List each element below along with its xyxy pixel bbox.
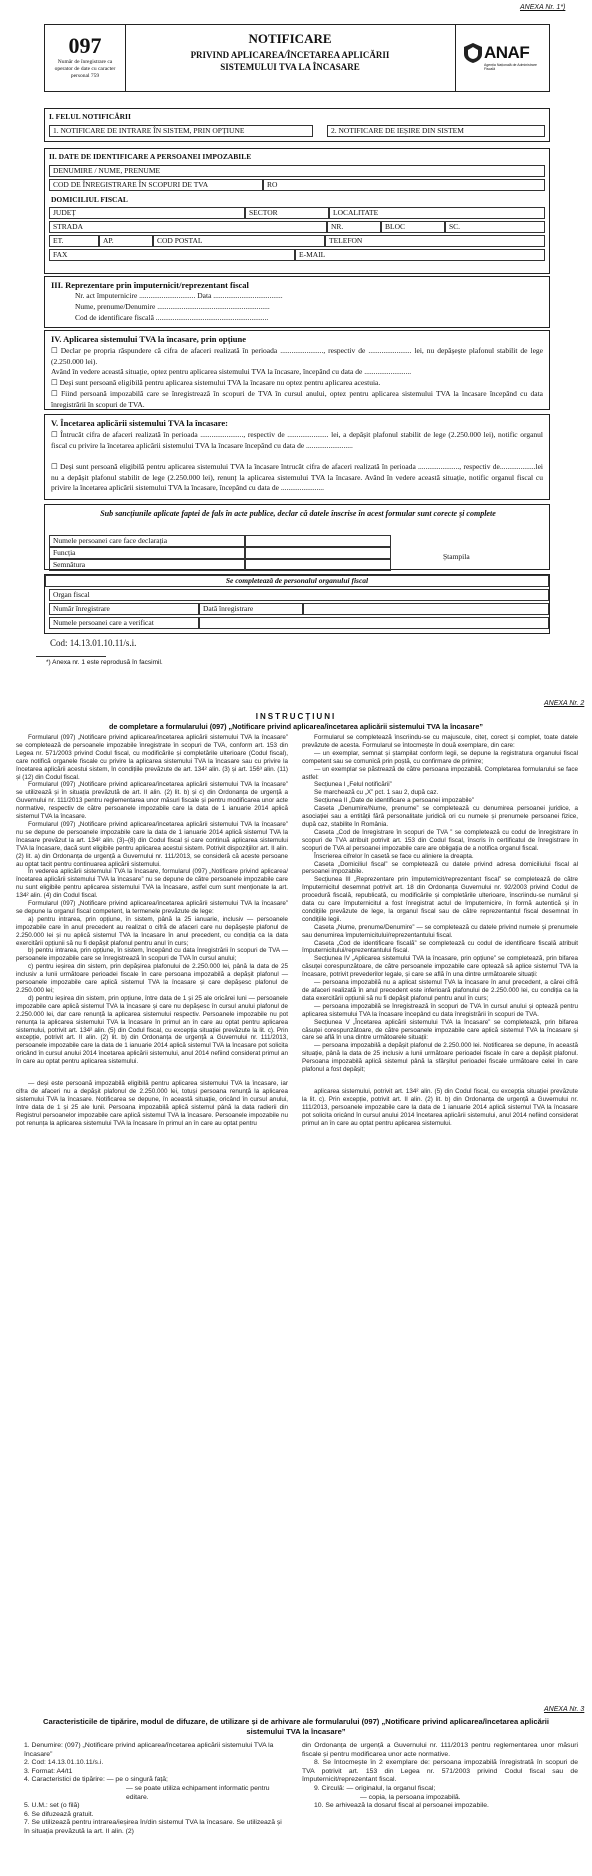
staircase-field[interactable]: SC. <box>445 221 545 233</box>
email-field[interactable]: E-MAIL <box>295 249 545 261</box>
fax-field[interactable]: FAX <box>49 249 295 261</box>
declarant-name-label: Numele persoanei care face declarația <box>49 535 245 547</box>
section-5-title: V. Încetarea aplicării sistemului TVA la încasare: <box>51 418 229 428</box>
signature-label: Semnătura <box>49 559 245 571</box>
instruction-paragraph: Secțiunea II „Date de identificare a persoanei impozabile” <box>314 797 474 805</box>
instruction-paragraph: Formularul (097) „Notificare privind aplicarea/încetarea aplicării sistemului TVA la încasare” se utilizează și în situația prevăzută de art. II alin. (2) lit. b) și c) din Ordonanța de urgență a Guvernului nr. 111/2013 pentru reglementarea unor măsuri fiscale și pentru modificarea unor acte normative, respectiv de către persoanele impozabile care la data de 1 ianuarie 2014 aplică sistemul TVA la încasare. <box>16 781 288 821</box>
declarant-name-field[interactable] <box>245 535 391 547</box>
false-statement-warning: Sub sancțiunile aplicate faptei de fals în acte publice, declar că datele înscrise în acest formular sunt corecte și complete <box>100 509 496 518</box>
form-code-line: Cod: 14.13.01.10.11/s.i. <box>50 638 137 648</box>
section-1-title: I. FELUL NOTIFICĂRII <box>49 112 131 121</box>
anaf-logo-text: ANAF <box>484 43 530 62</box>
instruction-paragraph: Caseta „Domiciliul fiscal” se completează cu datele privind adresa domiciliului fiscal al persoanei impozabile. <box>302 860 578 876</box>
instruction-paragraph: Secțiunea IV „Aplicarea sistemului TVA la încasare, prin opțiune” se completează, prin bifarea căsuței corespunzătoare, de către persoanele impozabile care optează să aplice sistemul TVA la încasare, potrivit prevederilor legale, și care se află în una dintre următoarele situații: <box>302 955 578 979</box>
section-3 <box>44 276 550 328</box>
opt-in-declaration[interactable]: ☐ Declar pe propria răspundere că cifra de afaceri realizată în perioada ......................., respectiv de ....................... lei, nu depășește plafonul stabilit de lege (2.250.000 lei). <box>51 346 543 366</box>
apartment-field[interactable]: AP. <box>99 235 153 247</box>
verifier-name-label: Numele persoanei care a verificat <box>49 617 199 629</box>
anaf-shield-icon <box>464 43 482 63</box>
instruction-paragraph: Caseta „Cod de identificare fiscală” se completează cu codul de identificare fiscală atribuit împuternicitului/reprezentantului fiscal. <box>302 939 578 955</box>
spec-item: 8. Se întocmește în 2 exemplare de: persoana impozabilă înregistrată în scopuri de TVA potrivit art. 153 din Legea nr. 571/2003 privind Codul fiscal sau de împuternicit/reprezentant fiscal. <box>302 1759 578 1784</box>
form-code: 097 <box>68 33 102 58</box>
block-field[interactable]: BLOC <box>381 221 445 233</box>
annex3-left-column <box>16 1742 288 1837</box>
registration-date-label: Dată înregistrare <box>199 603 303 615</box>
form-subtitle-2: SISTEMULUI TVA LA ÎNCASARE <box>220 62 360 72</box>
annex3-right-column <box>302 1742 578 1811</box>
instruction-paragraph: — un exemplar se păstrează de către persoana impozabilă. Completarea formularului se face astfel: <box>302 765 578 781</box>
new-registrant-checkbox[interactable]: ☐ Fiind persoană impozabilă care se înregistrează în scopuri de TVA în cursul anului, optez pentru aplicarea sistemului TVA la încasare începând cu data înregistrării în scopuri de TVA. <box>51 389 543 409</box>
annex1-tag: ANEXA Nr. 1*) <box>520 4 566 11</box>
signature-block <box>44 504 550 570</box>
form-code-box <box>45 25 126 91</box>
locality-field[interactable]: LOCALITATE <box>329 207 545 219</box>
name-field[interactable]: DENUMIRE / NUME, PRENUME <box>49 165 545 177</box>
form-code-note: Număr de înregistrare ca operator de date cu caracter personal 759 <box>54 59 116 79</box>
spec-item: 1. Denumire: (097) „Notificare privind aplicarea/încetarea aplicării sistemului TVA la încasare” <box>24 1742 274 1758</box>
instruction-paragraph: — deși este persoană impozabilă eligibilă pentru aplicarea sistemului TVA la încasare, iar cifra de afaceri nu a depășit plafonul de 2.250.000 lei, totuși persoana renunță la aplicarea sistemului TVA la încasare. Notificarea se depune, în această situație, oricând în cursul anului, între data de 1 și 25 ale lunii. Persoana impozabilă aplică sistemul până la data radierii din Registrul persoanelor impozabile care aplică sistemul TVA la încasare. Persoanele impozabile nu pot renunța la aplicarea sistemului TVA la încasare în primul an în care au optat pentru <box>16 1080 288 1127</box>
not-opting-checkbox[interactable]: ☐ Deși sunt persoană eligibilă pentru aplicarea sistemului TVA la încasare nu optez pentru aplicarea acestuia. <box>51 378 381 387</box>
anaf-logo-box <box>455 25 551 91</box>
section-3-title: III. Reprezentare prin împuternicit/reprezentant fiscal <box>51 280 249 290</box>
form-title: NOTIFICARE <box>248 31 332 46</box>
annex2-subtitle: de completare a formularului (097) „Notificare privind aplicarea/încetarea aplicării sistemului TVA la încasare” <box>109 722 483 731</box>
spec-item: din Ordonanța de urgență a Guvernului nr. 111/2013 pentru reglementarea unor măsuri fiscale și pentru modificarea unor acte normative. <box>302 1742 578 1758</box>
function-label: Funcția <box>49 547 245 559</box>
stamp-label: Ștampila <box>443 552 470 561</box>
fiscal-office-block <box>44 574 550 634</box>
spec-item: 5. U.M.: set (o filă) <box>24 1802 80 1810</box>
instruction-paragraph: c) pentru ieșirea din sistem, prin depășirea plafonului de 2.250.000 lei, până la data de 25 inclusiv a lunii următoare perioadei fiscale în care persoana impozabilă a depășit plafonul — persoanele impozabile care aplică sistemul TVA la încasare și care depășesc plafonul de 2.250.000 lei; <box>16 963 288 994</box>
section-5 <box>44 414 550 500</box>
registration-date-field[interactable] <box>303 603 549 615</box>
instruction-paragraph: d) pentru ieșirea din sistem, prin opțiune, între data de 1 și 25 ale oricărei luni — persoanele impozabile care aplică sistemul TVA la încasare și care nu depășesc în cursul anului plafonul de 2.250.000 lei, dar care renunță la aplicarea sistemului respectiv. Persoanele impozabile nu pot renunța la aplicarea sistemului TVA la încasare în primul an în care au optat pentru aplicarea sistemului, potrivit art. 134² alin. (5) din Codul fiscal, cu excepția situației prevăzute la lit. c). Prin excepție, potrivit art. II alin. (2) lit. b) din Ordonanța de urgență a Guvernului nr. 111/2013, persoanele impozabile care la data de 1 ianuarie 2014 aplică sistemul TVA la încasare pot solicita oricând în cursul anului 2014 încetarea aplicării sistemului, anul 2014 nefiind considerat primul an în care au optat pentru aplicarea sistemului. <box>16 994 288 1066</box>
fiscal-office-title: Se completează de personalul organului fiscal <box>45 575 549 587</box>
footnote-rule <box>36 656 106 657</box>
option-exit-checkbox[interactable]: 2. NOTIFICARE DE IEȘIRE DIN SISTEM <box>327 125 545 137</box>
instruction-paragraph: Secțiunea III „Reprezentare prin împuternicit/reprezentant fiscal” se completează de către împuternicitul desemnat potrivit art. 18 din Ordonanța Guvernului nr. 92/2003 privind Codul de procedură fiscală, republicată, cu modificările și completările ulterioare, înscriindu-se numărul și data cu care împuternicitul a fost înregistrat actul de împuternicire, în formă autentică și în condițiile prevăzute de lege, la organul fiscal sau de către reprezentantul fiscal desemnat în condițiile legii. <box>302 876 578 923</box>
section-2-title: II. DATE DE IDENTIFICARE A PERSOANEI IMPOZABILE <box>49 152 252 161</box>
spec-item: — se poate utiliza echipament informatic pentru editare. <box>126 1784 270 1801</box>
annex2-title: INSTRUCȚIUNI <box>255 712 337 721</box>
floor-field[interactable]: ET. <box>49 235 99 247</box>
section-2 <box>44 148 550 274</box>
renounce-checkbox[interactable]: ☐ Deși sunt persoană eligibilă pentru aplicarea sistemului TVA la încasare întrucât cifra de afaceri realizată în perioada ......................, respectiv de...................lei nu a depășit plafonul stabilit de lege (2.250.000 lei), renunț la aplicarea sistemului TVA la încasare. Având în vedere această situație, notific organul fiscal cu privire la încetarea aplicării sistemului TVA la încasare, începând cu data de ....................... <box>51 462 543 492</box>
form-header <box>44 24 550 92</box>
footnote: *) Anexa nr. 1 este reprodusă în facsimil. <box>46 659 163 666</box>
phone-field[interactable]: TELEFON <box>325 235 545 247</box>
representative-cif-line[interactable]: Cod de identificare fiscală ............................................................ <box>75 313 269 322</box>
instruction-paragraph: — persoana impozabilă se înregistrează în scopuri de TVA în cursul anului și optează pentru aplicarea sistemului TVA la încasare începând cu data înregistrării în scopuri de TVA. <box>302 1002 578 1018</box>
instruction-paragraph: Caseta „Cod de înregistrare în scopuri de TVA ” se completează cu codul de înregistrare în scopuri de TVA atribuit potrivit art. 153 din Codul fiscal, înscris în certificatul de înregistrare în scopuri de TVA al persoanei impozabile care are obligația de a notifica organul fiscal. <box>302 828 578 852</box>
instruction-paragraph: Secțiunea I „Felul notificării” <box>314 781 392 789</box>
annex3-title: Caracteristicile de tipărire, modul de difuzare, de utilizare și de arhivare ale formularului (097) „Notificare privind aplicarea/încetarea aplicării sistemului TVA la încasare” <box>42 1717 549 1736</box>
vat-code-label: COD DE ÎNREGISTRARE ÎN SCOPURI DE TVA <box>49 179 263 191</box>
spec-item: — copia, la persoana impozabilă. <box>360 1793 461 1801</box>
annex3-tag: ANEXA Nr. 3 <box>544 1706 585 1713</box>
instruction-paragraph: Se marchează cu „X” pct. 1 sau 2, după caz. <box>314 789 439 797</box>
section-4 <box>44 330 550 410</box>
spec-item: 2. Cod: 14.13.01.10.11/s.i. <box>24 1759 104 1767</box>
instruction-paragraph: — un exemplar, semnat și ștampilat conform legii, se depune la registratura organului fiscal competent sau se comunică prin poștă, cu confirmare de primire; <box>302 749 578 765</box>
representative-name-line[interactable]: Nume, prenume/Denumire ............................................................ <box>75 302 270 311</box>
annex2-right-column <box>302 734 578 1128</box>
instruction-paragraph: Formularul (097) „Notificare privind aplicarea/încetarea aplicării sistemului TVA la încasare” se depune la organul fiscal competent, la termenele prevăzute de lege: <box>16 900 288 915</box>
section-1 <box>44 108 550 142</box>
option-entry-checkbox[interactable]: 1. NOTIFICARE DE INTRARE ÎN SISTEM, PRIN OPȚIUNE <box>49 125 313 137</box>
anaf-logo-sub: Agenția Națională de Administrare Fiscală <box>484 63 537 71</box>
instruction-paragraph: a) pentru intrarea, prin opțiune, în sistem, până la 25 ianuarie, inclusiv — persoanele impozabile care în anul precedent au realizat o cifră de afaceri care nu depășește plafonul de 2.250.000 lei și nu aplică sistemul TVA la încasare în anul precedent, cu condiția ca la data exercitării opțiunii să nu fi depășit plafonul pentru anul în curs; <box>16 915 288 947</box>
vat-code-field[interactable]: RO <box>263 179 545 191</box>
annex2-left-column <box>16 734 288 1128</box>
annex2-tag: ANEXA Nr. 2 <box>544 700 585 707</box>
fiscal-organ-field[interactable]: Organ fiscal <box>49 589 549 601</box>
postal-code-field[interactable]: COD POSTAL <box>153 235 325 247</box>
instruction-paragraph: — persoana impozabilă nu a aplicat sistemul TVA la încasare în anul precedent, a cărei cifră de afaceri realizată în anul precedent este inferioară plafonului de 2.250.000 lei, cu condiția ca la data exercitării opțiunii să nu fi depășit plafonul pentru anul în curs; <box>302 979 578 1002</box>
instruction-paragraph: Caseta „Nume, prenume/Denumire” — se completează cu datele privind numele și prenumele sau denumirea împuternicitului/reprezentantului fiscal. <box>302 923 578 939</box>
fiscal-domicile-label: DOMICILIUL FISCAL <box>51 195 128 204</box>
spec-item: 3. Format: A4/t1 <box>24 1767 73 1775</box>
instruction-paragraph: aplicarea sistemului, potrivit art. 134² alin. (5) din Codul fiscal, cu excepția situației prevăzute la lit. c). Prin excepție, potrivit art. II alin. (2) lit. b) din Ordonanța de urgență a Guvernului nr. 111/2013, persoanele impozabile care la data de 1 ianuarie 2014 aplică sistemul TVA la încasare pot solicita oricând în cursul anului 2014 încetarea aplicării sistemului, anul 2014 nefiind considerat primul an în care au optat pentru aplicarea sistemului. <box>302 1087 578 1127</box>
number-field[interactable]: NR. <box>327 221 381 233</box>
instruction-paragraph: Înscrierea cifrelor în casetă se face cu aliniere la dreapta. <box>314 852 474 860</box>
instruction-paragraph: Caseta „Denumire/Nume, prenume” se completează cu denumirea persoanei juridice, a asociației sau a entității fără personalitate juridică ori cu numele și prenumele persoanei fizice, după caz, stabilite în România. <box>302 805 578 828</box>
opt-in-date-line: Având în vedere această situație, optez pentru aplicarea sistemului TVA la încasare, începând cu data de ......................... <box>51 367 412 376</box>
instruction-paragraph: Formularul (097) „Notificare privind aplicarea/încetarea aplicării sistemului TVA la încasare” nu se depune de persoanele impozabile care la data de 1 ianuarie 2014 aplică sistemul TVA la încasare prevăzut la art. 134² alin. (3)–(8) din Codul fiscal și care continuă aplicarea sistemului TVA la încasare, dacă sunt eligibile pentru aplicarea acestui sistem. Potrivit dispozițiilor art. II alin. (2) lit. a) din Ordonanța de urgență a Guvernului nr. 111/2013, se consideră că aceste persoane au optat tacit pentru continuarea aplicării sistemului. <box>16 820 288 868</box>
registration-number-field[interactable]: Număr înregistrare <box>49 603 199 615</box>
mandate-number-line[interactable]: Nr. act împuternicire .............................. Data ..................................... <box>75 291 283 300</box>
instruction-paragraph: — persoana impozabilă a depășit plafonul de 2.250.000 lei. Notificarea se depune, în această situație, până la data de 25 inclusiv a lunii următoare perioadei fiscale în care a depășit plafonul. Persoana impozabilă aplică sistemul până la sfârșitul perioadei fiscale următoare celei în care plafonul a fost depășit; <box>302 1042 578 1074</box>
spec-item: 7. Se utilizează pentru intrarea/ieșirea în/din sistemul TVA la încasare. Se utilizează și în situația prevăzută la art. II alin. (2) <box>24 1819 282 1835</box>
verifier-name-field[interactable] <box>199 617 549 629</box>
instruction-paragraph: Secțiunea V „Încetarea aplicării sistemului TVA la încasare” se completează, prin bifarea căsuței corespunzătoare, de către persoanele impozabile care aplică sistemul TVA la încasare și care se află în una dintre următoarele situații: <box>302 1018 578 1042</box>
instruction-paragraph: Formularul se completează înscriindu-se cu majuscule, citeț, corect și complet, toate datele prevăzute de acesta. Formularul se întocmește în două exemplare, din care: <box>302 734 578 749</box>
function-field[interactable] <box>245 547 391 559</box>
spec-item: 4. Caracteristici de tipărire: — pe o singură față; <box>24 1776 168 1784</box>
spec-item: 9. Circulă: — originalul, la organul fiscal; <box>314 1784 436 1792</box>
sector-field[interactable]: SECTOR <box>245 207 329 219</box>
form-subtitle-1: PRIVIND APLICAREA/ÎNCETAREA APLICĂRII <box>190 50 390 60</box>
instruction-paragraph: b) pentru intrarea, prin opțiune, în sistem, începând cu data înregistrării în scopuri de TVA — persoanele impozabile care se înregistrează în scopuri de TVA în cursul anului; <box>16 947 288 963</box>
threshold-exceeded-checkbox[interactable]: ☐ Întrucât cifra de afaceri realizată în perioada ......................., respectiv de ...................... lei, a depășit plafonul stabilit de lege (2.250.000 lei), notific organul fiscal cu privire la încetarea aplicării sistemului TVA la încasare începând cu data de ......................... <box>51 430 543 450</box>
instruction-paragraph: Formularul (097) „Notificare privind aplicarea/încetarea aplicării sistemului TVA la încasare” se completează de persoanele impozabile înregistrate în scopuri de TVA, conform art. 153 din Legea nr. 571/2003 privind Codul fiscal, cu modificările și completările ulterioare (Codul fiscal), care notifică organele fiscale cu privire la aplicarea sistemului TVA la încasare sau cu privire la încetarea aplicării acestui sistem, în condițiile prevăzute de art. 134² alin. (3) și art. 156³ alin. (11) și (12) din Codul fiscal. <box>16 734 288 781</box>
street-field[interactable]: STRADA <box>49 221 327 233</box>
county-field[interactable]: JUDEȚ <box>49 207 245 219</box>
instruction-paragraph: În vederea aplicării sistemului TVA la încasare, formularul (097) „Notificare privind aplicarea/încetarea aplicării sistemului TVA la încasare” nu se depune de către persoanele impozabile care nu sunt eligibile pentru aplicarea sistemului TVA la încasare, astfel cum sunt menționate la art. 134² alin. (4) din Codul fiscal. <box>16 868 288 900</box>
spec-item: 10. Se arhivează la dosarul fiscal al persoanei impozabile. <box>314 1802 489 1810</box>
signature-field[interactable] <box>245 559 391 571</box>
section-4-title: IV. Aplicarea sistemului TVA la încasare, prin opțiune <box>51 334 246 344</box>
spec-item: 6. Se difuzează gratuit. <box>24 1810 94 1818</box>
